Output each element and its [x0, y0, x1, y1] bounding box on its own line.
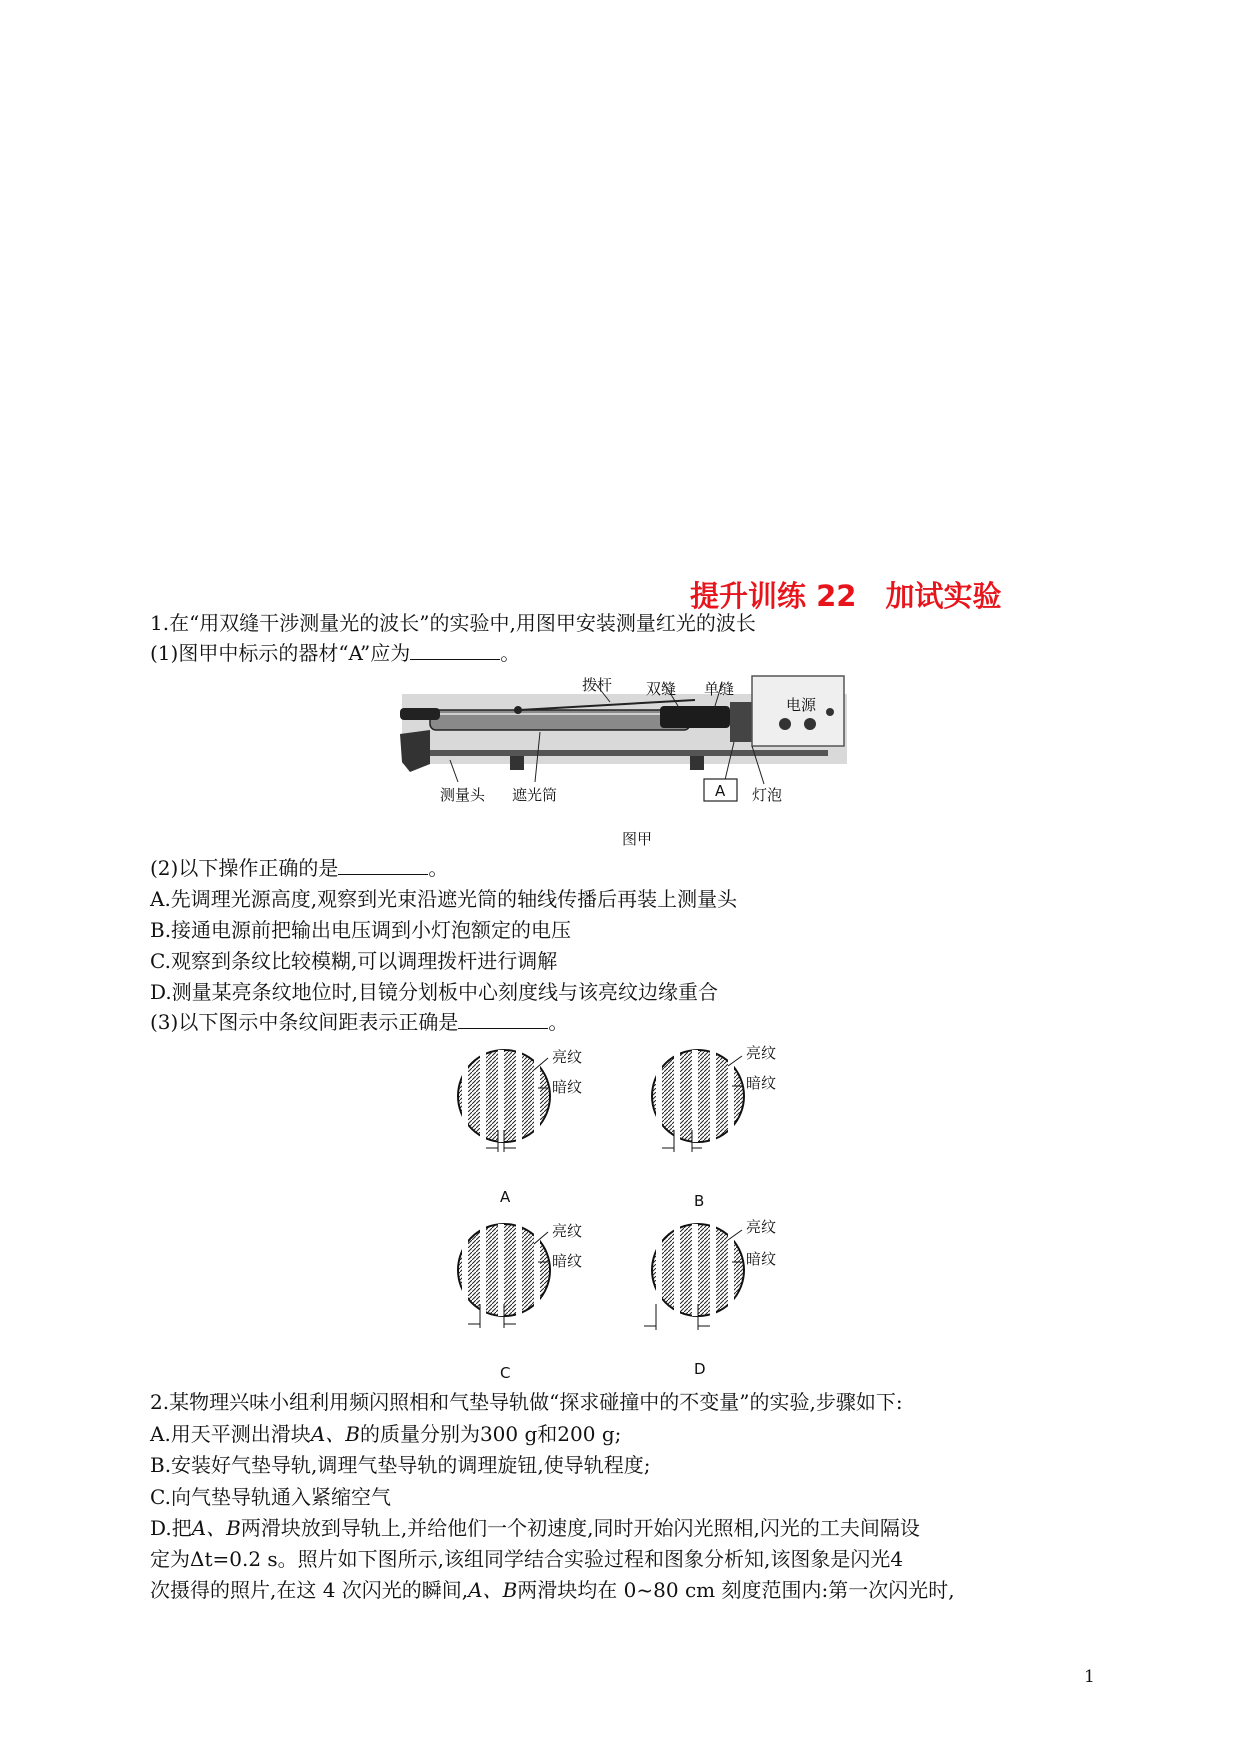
q2-step-a: A.用天平测出滑块A、B的质量分别为300 g和200 g;: [150, 1422, 622, 1446]
q2-step-d2: 定为Δt=0.2 s。照片如下图所示,该组同学结合实验过程和图象分析知,该图象是闪光4: [150, 1547, 904, 1571]
q2-step-b: B.安装好气垫导轨,调理气垫导轨的调理旋钮,使导轨程度;: [150, 1453, 651, 1477]
q2-step-d3: 次摄得的照片,在这 4 次闪光的瞬间,A、B两滑块均在 0~80 cm 刻度范围内:第一次闪光时,: [150, 1578, 955, 1602]
label-dark-a: 暗纹: [552, 1078, 583, 1096]
figure-caption: 图甲: [622, 830, 653, 848]
q1-blank-3[interactable]: [458, 1010, 548, 1029]
slit-holder: [660, 706, 730, 728]
q1-stem: 1.在“用双缝干涉测量光的波长”的实验中,用图甲安装测量红光的波长: [150, 611, 756, 635]
q1-part3: (3)以下图示中条纹间距表示正确是 。: [150, 1010, 569, 1034]
q2-step-c: C.向气垫导轨通入紧缩空气: [150, 1485, 391, 1509]
fringe-letter-c: C: [500, 1364, 511, 1382]
fringe-letter-b: B: [694, 1192, 705, 1210]
fringe-option-d: [644, 1224, 744, 1330]
q1-part1: (1)图甲中标示的器材“A”应为 。: [150, 641, 521, 665]
q1-option-a: A.先调理光源高度,观察到光束沿遮光筒的轴线传播后再装上测量头: [150, 887, 738, 911]
label-power: 电源: [786, 696, 817, 714]
page-number: 1: [1084, 1667, 1095, 1687]
label-lever: 拨杆: [582, 676, 613, 694]
q1-option-b: B.接通电源前把输出电压调到小灯泡额定的电压: [150, 918, 572, 942]
label-double-slit: 双缝: [646, 680, 677, 698]
label-measuring-head: 测量头: [440, 786, 486, 804]
q1-blank-1[interactable]: [410, 641, 500, 660]
label-single-slit: 单缝: [704, 680, 735, 698]
fringe-option-c: [458, 1224, 550, 1328]
rail: [418, 750, 828, 756]
label-bright-d: 亮纹: [746, 1218, 777, 1236]
fringe-letter-d: D: [694, 1360, 706, 1378]
label-bright-c: 亮纹: [552, 1222, 583, 1240]
label-bright-a: 亮纹: [552, 1048, 583, 1066]
fringe-option-b: [652, 1050, 744, 1152]
q1-blank-2[interactable]: [338, 856, 428, 875]
label-bright-b: 亮纹: [746, 1044, 777, 1062]
label-dark-b: 暗纹: [746, 1074, 777, 1092]
fringe-letter-a: A: [500, 1188, 511, 1206]
page-title: 提升训练 22 加试实验: [690, 579, 1002, 613]
q2-stem: 2.某物理兴味小组利用频闪照相和气垫导轨做“探求碰撞中的不变量”的实验,步骤如下:: [150, 1390, 903, 1414]
q1-part2: (2)以下操作正确的是 。: [150, 856, 449, 880]
q1-option-c: C.观察到条纹比较模糊,可以调理拨杆进行调解: [150, 949, 558, 973]
q1-option-d: D.测量某亮条纹地位时,目镜分划板中心刻度线与该亮纹边缘重合: [150, 980, 719, 1004]
label-tube: 遮光筒: [512, 786, 558, 804]
label-dark-d: 暗纹: [746, 1250, 777, 1268]
measuring-eyepiece: [400, 730, 430, 772]
q2-step-d1: D.把A、B两滑块放到导轨上,并给他们一个初速度,同时开始闪光照相,闪光的工夫间隔设: [150, 1516, 920, 1540]
label-dark-c: 暗纹: [552, 1252, 583, 1270]
label-a: A: [715, 782, 726, 800]
label-bulb: 灯泡: [752, 786, 783, 804]
fringe-option-a: [458, 1050, 550, 1152]
measuring-head: [400, 708, 440, 720]
